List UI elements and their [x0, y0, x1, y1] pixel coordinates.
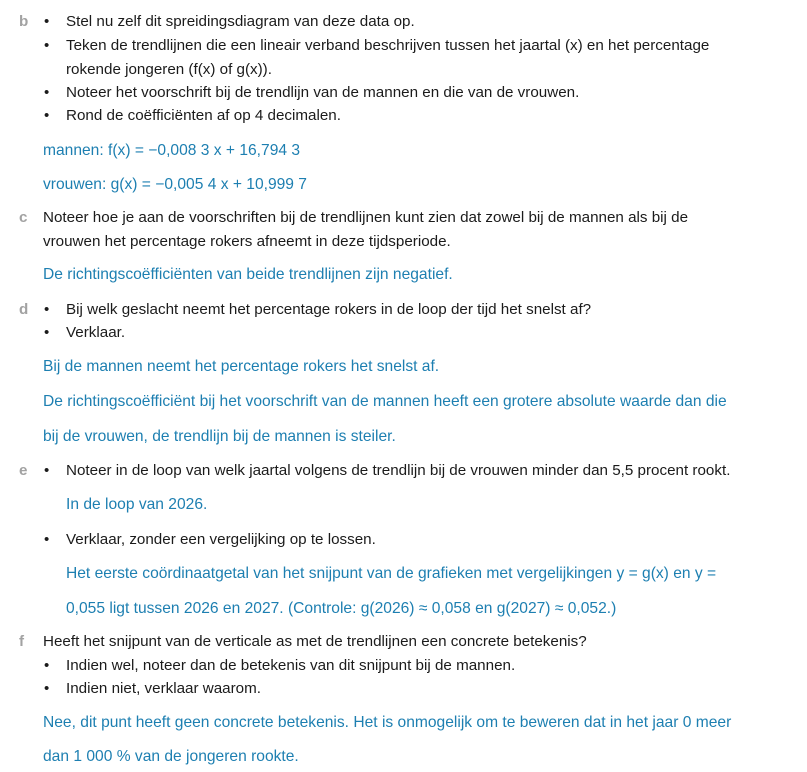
question-f: Heeft het snijpunt van de verticale as met de trendlijnen een concrete betekenis? [43, 633, 587, 650]
answer-e-2-line-1: Het eerste coördinaatgetal van het snijpunt van de grafieken met vergelijkingen y = g(x) en y = [66, 565, 717, 582]
bullet: • [44, 462, 50, 479]
question-b-item-4: Rond de coëfficiënten af op 4 decimalen. [66, 107, 341, 124]
section-letter-d: d [19, 301, 29, 318]
bullet: • [44, 657, 50, 674]
bullet: • [44, 680, 50, 697]
section-letter-e: e [19, 462, 28, 479]
question-f-item-1: Indien wel, noteer dan de betekenis van dit snijpunt bij de mannen. [66, 657, 516, 674]
question-b-item-2: Teken de trendlijnen die een lineair verband beschrijven tussen het jaartal (x) en het percentage [66, 37, 710, 54]
question-e-item-2: Verklaar, zonder een vergelijking op te lossen. [66, 531, 376, 548]
answer-c: De richtingscoëfficiënten van beide trendlijnen zijn negatief. [43, 266, 453, 283]
answer-d-line-2: De richtingscoëfficiënt bij het voorschrift van de mannen heeft een grotere absolute waarde dan die [43, 393, 727, 410]
question-c-line-1: Noteer hoe je aan de voorschriften bij de trendlijnen kunt zien dat zowel bij de mannen als bij de [43, 209, 689, 226]
bullet: • [44, 531, 50, 548]
answer-e-1: In de loop van 2026. [66, 496, 208, 513]
answer-d-line-1: Bij de mannen neemt het percentage rokers het snelst af. [43, 358, 440, 375]
section-letter-b: b [19, 13, 29, 30]
answer-e-2-line-2: 0,055 ligt tussen 2026 en 2027. (Controle: g(2026) ≈ 0,058 en g(2027) ≈ 0,052.) [66, 600, 617, 617]
bullet: • [44, 13, 50, 30]
question-b-item-2-cont: rokende jongeren (f(x) of g(x)). [66, 61, 272, 78]
question-f-item-2: Indien niet, verklaar waarom. [66, 680, 261, 697]
question-b-item-3: Noteer het voorschrift bij de trendlijn van de mannen en die van de vrouwen. [66, 84, 580, 101]
bullet: • [44, 37, 50, 54]
question-b-item-1: Stel nu zelf dit spreidingsdiagram van deze data op. [66, 13, 415, 30]
bullet: • [44, 107, 50, 124]
answer-f-line-1: Nee, dit punt heeft geen concrete betekenis. Het is onmogelijk om te beweren dat in het jaar 0 meer [43, 714, 732, 731]
section-letter-f: f [19, 633, 25, 650]
question-e-item-1: Noteer in de loop van welk jaartal volgens de trendlijn bij de vrouwen minder dan 5,5 procent rookt. [66, 462, 731, 479]
bullet: • [44, 84, 50, 101]
answer-b-men: mannen: f(x) = −0,008 3 x + 16,794 3 [43, 142, 301, 159]
bullet: • [44, 324, 50, 341]
answer-b-women: vrouwen: g(x) = −0,005 4 x + 10,999 7 [43, 176, 307, 193]
answer-d-line-3: bij de vrouwen, de trendlijn bij de mannen is steiler. [43, 428, 396, 445]
question-d-item-1: Bij welk geslacht neemt het percentage rokers in de loop der tijd het snelst af? [66, 301, 592, 318]
question-d-item-2: Verklaar. [66, 324, 126, 341]
answer-f-line-2: dan 1 000 % van de jongeren rookte. [43, 748, 299, 765]
section-letter-c: c [19, 209, 28, 226]
question-c-line-2: vrouwen het percentage rokers afneemt in deze tijdsperiode. [43, 233, 451, 250]
bullet: • [44, 301, 50, 318]
